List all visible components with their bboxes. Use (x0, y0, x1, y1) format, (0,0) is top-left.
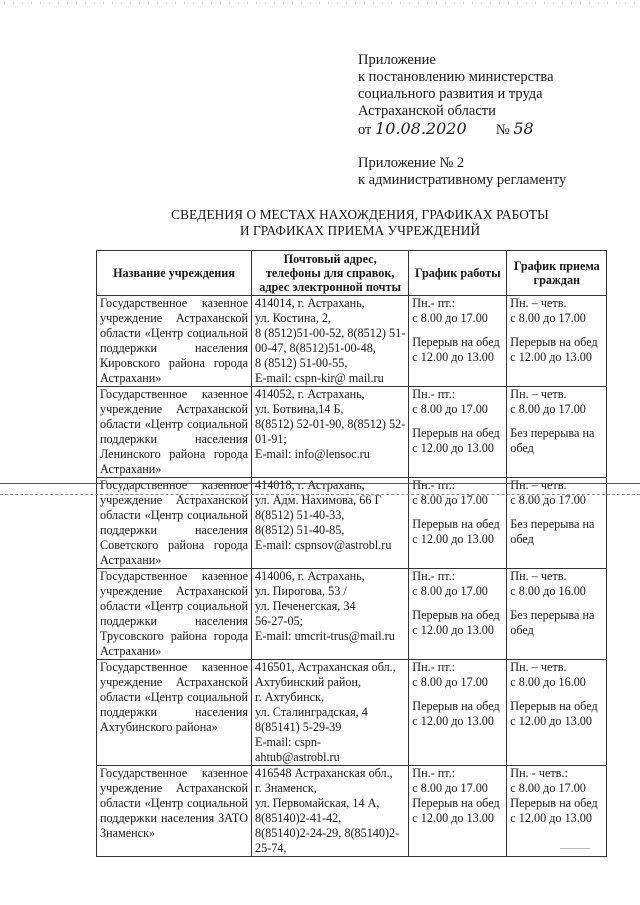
reception-schedule-cell-line (510, 417, 603, 426)
address-cell-line: 8(85140)2-41-42, (255, 811, 342, 825)
address-cell-line: E-mail: cspnsov@astrobl.ru (255, 538, 392, 552)
reception-schedule-cell-line: Пн. – четв. (510, 387, 567, 401)
address-cell-line: ул. Печенегская, 34 (255, 599, 356, 613)
work-schedule-cell-line (412, 326, 503, 335)
work-schedule-cell-line: с 12.00 до 13.00 (412, 441, 494, 455)
reception-schedule-cell (507, 296, 607, 387)
appendix2-line-1: Приложение № 2 (358, 155, 465, 171)
reception-schedule-cell (507, 660, 607, 766)
work-schedule-cell-line: Пн.- пт.: (412, 478, 456, 492)
scan-artifact-top (0, 2, 640, 4)
table-row (97, 478, 607, 569)
institution-name-text: Государственное казенное учреждение Астраханской области «Центр социальной поддержки населения Кировского района города Астрахани» (100, 296, 248, 385)
reception-schedule-cell (507, 766, 607, 857)
address-cell-line: 8 (8512) 51-00-55, (255, 356, 348, 370)
address-cell-line: 416548 Астраханская обл., (255, 766, 393, 780)
address-cell (252, 569, 409, 660)
address-cell-line: ул. Первомайская, 14 А, (255, 796, 380, 810)
reception-schedule-cell-line: Пн. – четв. (510, 569, 567, 583)
institution-name (97, 296, 252, 387)
reception-schedule-cell-line: Перерыв на обед (510, 796, 598, 810)
work-schedule-cell-line: Пн.- пт.: (412, 387, 456, 401)
work-schedule-cell-line: с 8.00 до 17.00 (412, 493, 488, 507)
work-schedule-cell (409, 660, 507, 766)
work-schedule-cell-line: с 8.00 до 17.00 (412, 311, 488, 325)
work-schedule-cell-line: Пн.- пт.: (412, 660, 456, 674)
work-schedule-cell-line: с 12.00 до 13.00 (412, 811, 494, 825)
work-schedule-cell (409, 478, 507, 569)
reception-schedule-cell-line: с 8.00 до 17.00 (510, 311, 586, 325)
institutions-table (96, 250, 607, 857)
work-schedule-cell-line: с 8.00 до 17.00 (412, 675, 488, 689)
reception-schedule-cell-line: Пн. – четв. (510, 296, 567, 310)
reception-schedule-cell-line: Перерыв на обед (510, 335, 598, 349)
institution-name-text: Государственное казенное учреждение Астраханской области «Центр социальной поддержки населения ЗАТО Знаменск» (100, 766, 248, 840)
reception-schedule-cell-line: с 8.00 до 17.00 (510, 493, 586, 507)
reception-schedule-cell-line: с 8.00 до 17.00 (510, 402, 586, 416)
reception-schedule-cell-line: Пн. - четв.: (510, 766, 568, 780)
address-cell-line: ул. Костина, 2, (255, 311, 332, 325)
header-address-line: телефоны для справок, (265, 266, 395, 280)
address-cell-line: г. Знаменск, (255, 781, 317, 795)
address-cell (252, 660, 409, 766)
work-schedule-cell-line (412, 690, 503, 699)
work-schedule-cell (409, 569, 507, 660)
work-schedule-cell-line (412, 417, 503, 426)
appendix2-line-2: к административному регламенту (358, 172, 567, 188)
appendix-date-line (358, 120, 554, 139)
institution-name-text: Государственное казенное учреждение Астраханской области «Центр социальной поддержки населения Ленинского района города Астрахани» (100, 387, 248, 476)
address-cell-line: E-mail: cspn- (255, 735, 321, 749)
reception-schedule-cell-line: с 12.00 до 13.00 (510, 350, 592, 364)
institution-name-text: Государственное казенное учреждение Астраханской области «Центр социальной поддержки населения Ахтубинского района» (100, 660, 248, 734)
address-cell (252, 478, 409, 569)
reception-schedule-cell (507, 569, 607, 660)
address-cell (252, 766, 409, 857)
reception-schedule-cell-line: с 8.00 до 16.00 (510, 675, 586, 689)
reception-schedule-cell-line (510, 326, 603, 335)
institution-name (97, 569, 252, 660)
appendix-line-2: к постановлению министерства (358, 69, 554, 85)
work-schedule-cell-line: Перерыв на обед (412, 796, 500, 810)
reception-schedule-cell-line: Без перерыва на (510, 517, 595, 531)
address-cell-line: E-mail: cspn-kir@ mail.ru (255, 371, 384, 385)
institution-name-text: Государственное казенное учреждение Астраханской области «Центр социальной поддержки населения Советского района города Астрахани» (100, 478, 248, 567)
address-cell-line: 8(8512) 51-40-85, (255, 523, 345, 537)
address-cell-line: ул. Сталинградская, 4 (255, 705, 368, 719)
address-cell-line: 8(85140)2-24-29, 8(85140)2- (255, 826, 400, 840)
reception-schedule-cell-line: с 12.00 до 13.00 (510, 714, 592, 728)
institution-name (97, 478, 252, 569)
work-schedule-cell-line: с 8.00 до 17.00 (412, 781, 488, 795)
address-cell-line: ул. Пирогова, 53 / (255, 584, 347, 598)
work-schedule-cell-line: Перерыв на обед (412, 699, 500, 713)
address-cell-line: Ахтубинский район, (255, 675, 362, 689)
address-cell-line: 8(85141) 5-29-39 (255, 720, 342, 734)
title-line-2: И ГРАФИКАХ ПРИЕМА УЧРЕЖДЕНИЙ (239, 223, 481, 238)
header-address (252, 251, 409, 296)
appendix-block (358, 52, 554, 139)
appendix-line-4: Астраханской области (358, 103, 496, 119)
scan-fold-line (0, 483, 640, 484)
address-cell-line: 414014, г. Астрахань, (255, 296, 365, 310)
reception-schedule-cell-line: Перерыв на обед (510, 699, 598, 713)
table-row (97, 387, 607, 478)
work-schedule-cell-line: Пн.- пт.: (412, 766, 456, 780)
address-cell-line: ahtub@astrobl.ru (255, 750, 340, 764)
handwritten-number: 58 (513, 119, 534, 138)
work-schedule-cell-line: Перерыв на обед (412, 517, 500, 531)
work-schedule-cell-line: Пн.- пт.: (412, 569, 456, 583)
reception-schedule-cell-line: с 12.00 до 13.00 (510, 811, 592, 825)
table-header-row (97, 251, 607, 296)
appendix-line-1: Приложение (358, 52, 436, 68)
reception-schedule-cell (507, 478, 607, 569)
header-name: Название учреждения (97, 251, 252, 296)
work-schedule-cell-line: Пн.- пт.: (412, 296, 456, 310)
address-cell-line: 414006, г. Астрахань, (255, 569, 365, 583)
number-label: № (495, 122, 510, 138)
handwritten-date: 10.08.2020 (375, 119, 467, 138)
reception-schedule-cell-line: обед (510, 532, 534, 546)
reception-schedule-cell-line: Пн. – четв. (510, 478, 567, 492)
appendix-line-3: социального развития и труда (358, 86, 543, 102)
work-schedule-cell-line: с 8.00 до 17.00 (412, 584, 488, 598)
work-schedule-cell-line (412, 508, 503, 517)
header-address-line: адрес электронной почты (259, 280, 402, 294)
reception-schedule-cell-line: Без перерыва на (510, 426, 595, 440)
table-row (97, 569, 607, 660)
address-cell (252, 387, 409, 478)
scan-fold-line (0, 494, 640, 495)
address-cell-line: 8(8512) 52-01-90, 8(8512) 52- (255, 417, 406, 431)
reception-schedule-cell-line: с 8.00 до 16.00 (510, 584, 586, 598)
work-schedule-cell-line: Перерыв на обед (412, 426, 500, 440)
institution-name (97, 387, 252, 478)
reception-schedule-cell-line: обед (510, 623, 534, 637)
appendix2-block (358, 155, 566, 189)
address-cell (252, 296, 409, 387)
work-schedule-cell-line: с 12.00 до 13.00 (412, 714, 494, 728)
reception-schedule-cell-line: Без перерыва на (510, 608, 595, 622)
reception-schedule-cell-line: с 8.00 до 17.00 (510, 781, 586, 795)
header-reception (507, 251, 607, 296)
work-schedule-cell (409, 296, 507, 387)
reception-schedule-cell-line: Пн. – четв. (510, 660, 567, 674)
address-cell-line: 01-91; (255, 432, 287, 446)
address-cell-line: ул. Ботвина,14 Б, (255, 402, 344, 416)
address-cell-line: ул. Адм. Нахимова, 66 Г (255, 493, 382, 507)
institution-name-text: Государственное казенное учреждение Астраханской области «Центр социальной поддержки населения Трусовского района города Астрахани» (100, 569, 248, 658)
address-cell-line: 00-47, 8(8512)51-00-48, (255, 341, 376, 355)
work-schedule-cell-line: с 12.00 до 13.00 (412, 623, 494, 637)
work-schedule-cell (409, 387, 507, 478)
reception-schedule-cell-line (510, 508, 603, 517)
address-cell-line: 8(8512) 51-40-33, (255, 508, 345, 522)
address-cell-line: 414052, г. Астрахань, (255, 387, 365, 401)
institution-name (97, 766, 252, 857)
table-row (97, 766, 607, 857)
scan-mark (560, 848, 590, 849)
address-cell-line: 8 (8512)51-00-52, 8(8512) 51- (255, 326, 406, 340)
reception-schedule-cell-line (510, 690, 603, 699)
document-title (96, 207, 624, 239)
address-cell-line: 414018, г. Астрахань, (255, 478, 365, 492)
title-line-1: СВЕДЕНИЯ О МЕСТАХ НАХОЖДЕНИЯ, ГРАФИКАХ РАБОТЫ (171, 207, 549, 222)
table-row (97, 296, 607, 387)
address-cell-line: 416501, Астраханская обл., (255, 660, 396, 674)
work-schedule-cell-line (412, 599, 503, 608)
work-schedule-cell-line: Перерыв на обед (412, 335, 500, 349)
header-address-line: Почтовый адрес, (283, 252, 377, 266)
work-schedule-cell-line: с 12.00 до 13.00 (412, 532, 494, 546)
from-label: от (358, 122, 372, 138)
reception-schedule-cell-line (510, 599, 603, 608)
institution-name (97, 660, 252, 766)
work-schedule-cell-line: Перерыв на обед (412, 608, 500, 622)
header-work: График работы (409, 251, 507, 296)
address-cell-line: E-mail: info@lensoc.ru (255, 447, 370, 461)
reception-schedule-cell (507, 387, 607, 478)
work-schedule-cell-line: с 12.00 до 13.00 (412, 350, 494, 364)
work-schedule-cell-line: с 8.00 до 17.00 (412, 402, 488, 416)
address-cell-line: E-mail: umcrit-trus@mail.ru (255, 629, 395, 643)
reception-schedule-cell-line: обед (510, 441, 534, 455)
table-row (97, 660, 607, 766)
address-cell-line: 25-74, (255, 841, 287, 855)
work-schedule-cell (409, 766, 507, 857)
address-cell-line: г. Ахтубинск, (255, 690, 325, 704)
header-reception-line: граждан (533, 273, 581, 287)
header-reception-line: График приема (513, 259, 600, 273)
address-cell-line: 56-27-05; (255, 614, 304, 628)
